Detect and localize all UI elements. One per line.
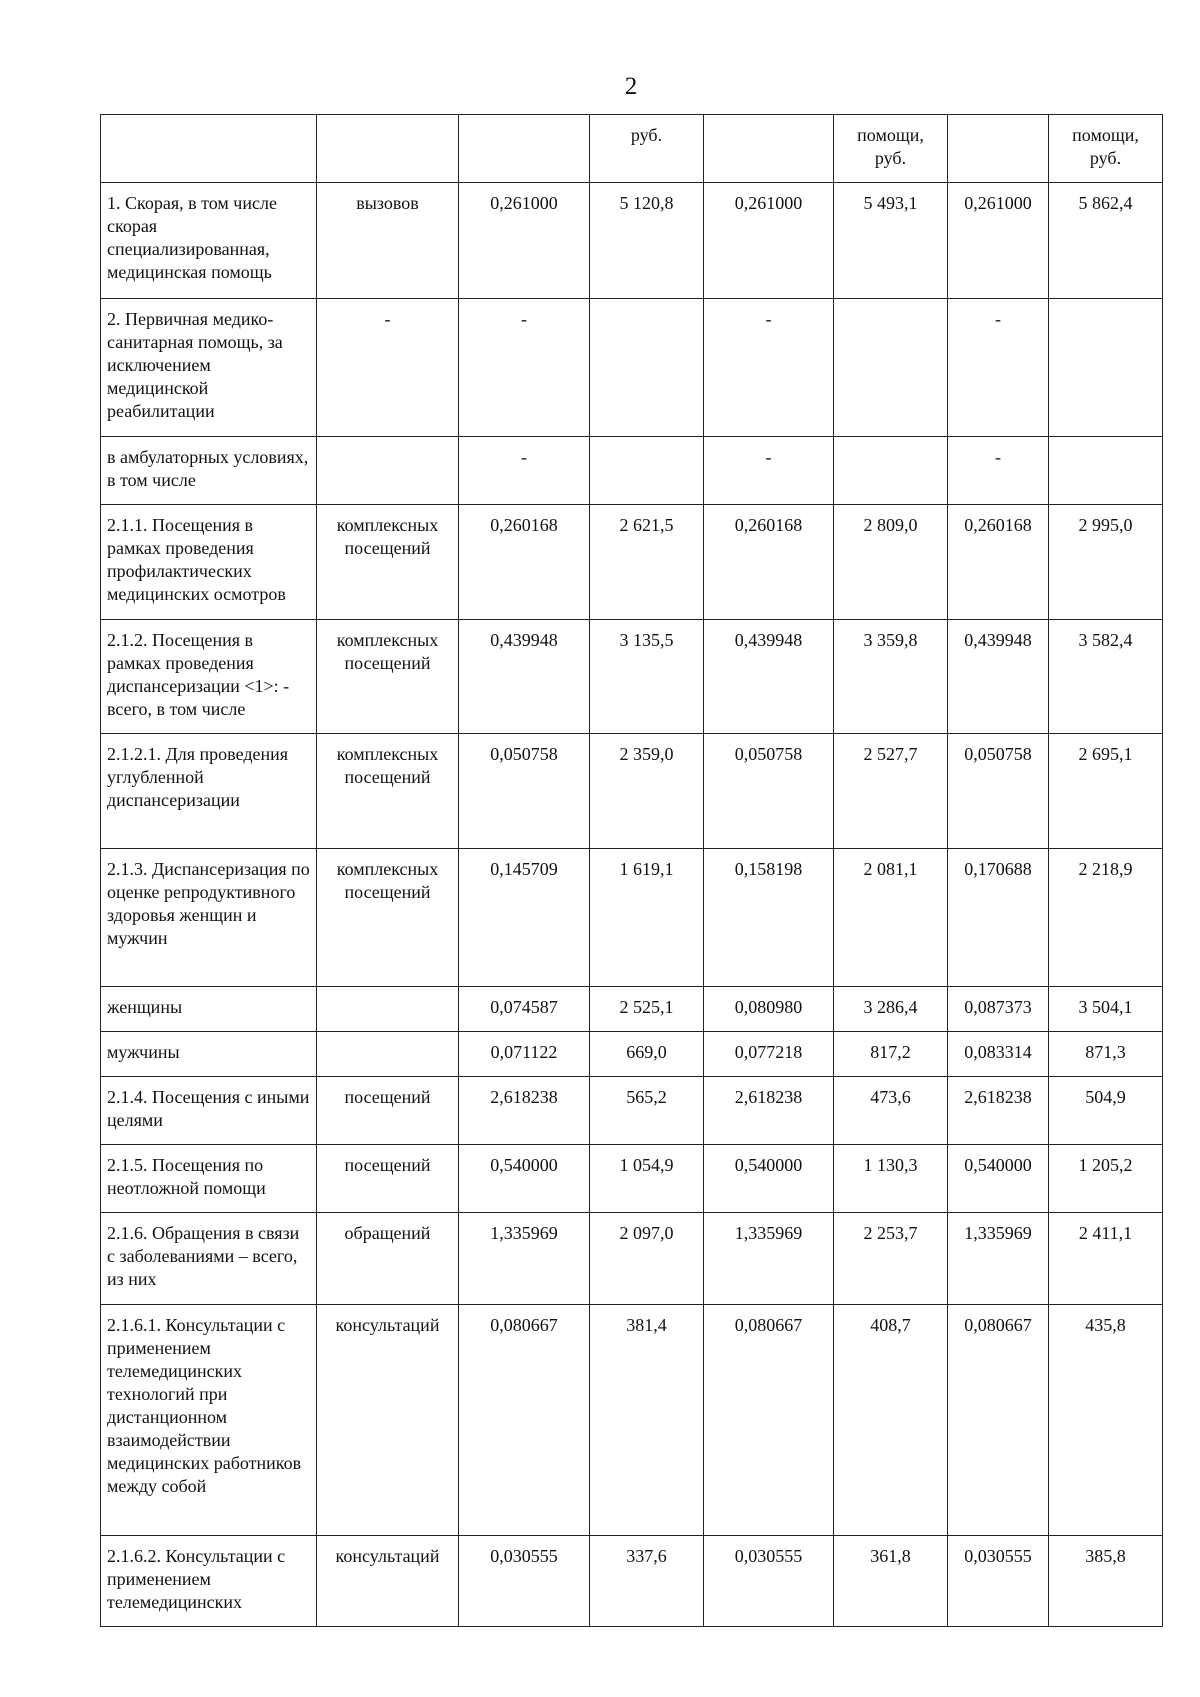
volume-cell: 0,540000 — [948, 1145, 1049, 1213]
cost-cell: 385,8 — [1049, 1536, 1163, 1627]
table-header-row — [101, 115, 1163, 183]
cost-cell: 3 582,4 — [1049, 620, 1163, 734]
table-row — [101, 183, 1163, 299]
volume-cell: 0,030555 — [704, 1536, 834, 1627]
volume-cell: 0,260168 — [948, 505, 1049, 620]
cost-cell: 1 619,1 — [590, 849, 704, 987]
cost-cell: 3 359,8 — [834, 620, 948, 734]
cost-cell: 435,8 — [1049, 1305, 1163, 1536]
unit-cell: консультаций — [317, 1536, 459, 1627]
cost-cell: 1 205,2 — [1049, 1145, 1163, 1213]
table-row — [101, 734, 1163, 849]
unit-cell — [317, 1032, 459, 1077]
volume-cell: 0,540000 — [704, 1145, 834, 1213]
cost-cell — [834, 299, 948, 437]
volume-cell: 2,618238 — [704, 1077, 834, 1145]
cost-cell: 2 809,0 — [834, 505, 948, 620]
unit-cell: посещений — [317, 1145, 459, 1213]
header-cell: помощи, руб. — [834, 115, 948, 183]
volume-cell: - — [948, 299, 1049, 437]
row-name-cell: 2.1.6. Обращения в связи с заболеваниями – всего, из них — [101, 1213, 317, 1305]
cost-cell: 2 359,0 — [590, 734, 704, 849]
cost-cell: 2 995,0 — [1049, 505, 1163, 620]
row-name-cell: 2.1.2. Посещения в рамках проведения диспансеризации <1>: - всего, в том числе — [101, 620, 317, 734]
cost-cell: 5 862,4 — [1049, 183, 1163, 299]
volume-cell: 0,071122 — [459, 1032, 590, 1077]
table-row — [101, 620, 1163, 734]
row-name-cell: 2.1.5. Посещения по неотложной помощи — [101, 1145, 317, 1213]
volume-cell: 2,618238 — [459, 1077, 590, 1145]
cost-cell: 1 054,9 — [590, 1145, 704, 1213]
header-cell — [317, 115, 459, 183]
table-row — [101, 1536, 1163, 1627]
table-row — [101, 1305, 1163, 1536]
unit-cell: комплексных посещений — [317, 849, 459, 987]
volume-cell: 0,080667 — [704, 1305, 834, 1536]
unit-cell — [317, 437, 459, 505]
row-name-cell: 2.1.6.1. Консультации с применением телемедицинских технологий при дистанционном взаимодействии медицинских работников между собой — [101, 1305, 317, 1536]
unit-cell: обращений — [317, 1213, 459, 1305]
volume-cell: - — [704, 299, 834, 437]
cost-cell: 504,9 — [1049, 1077, 1163, 1145]
cost-cell: 817,2 — [834, 1032, 948, 1077]
volume-cell: - — [948, 437, 1049, 505]
volume-cell: 0,260168 — [459, 505, 590, 620]
volume-cell: 0,261000 — [459, 183, 590, 299]
table-row — [101, 1077, 1163, 1145]
cost-cell: 2 621,5 — [590, 505, 704, 620]
volume-cell: 0,158198 — [704, 849, 834, 987]
volume-cell: 0,080667 — [948, 1305, 1049, 1536]
unit-cell: комплексных посещений — [317, 505, 459, 620]
volume-cell: 0,080980 — [704, 987, 834, 1032]
volume-cell: 1,335969 — [704, 1213, 834, 1305]
cost-cell: 3 504,1 — [1049, 987, 1163, 1032]
cost-cell: 2 218,9 — [1049, 849, 1163, 987]
volume-cell: 1,335969 — [948, 1213, 1049, 1305]
volume-cell: 0,439948 — [704, 620, 834, 734]
unit-cell: консультаций — [317, 1305, 459, 1536]
table-row — [101, 437, 1163, 505]
cost-cell — [590, 299, 704, 437]
volume-cell: 0,439948 — [459, 620, 590, 734]
header-cell — [459, 115, 590, 183]
cost-cell — [1049, 437, 1163, 505]
header-cell: помощи, руб. — [1049, 115, 1163, 183]
table-row — [101, 505, 1163, 620]
cost-cell: 2 695,1 — [1049, 734, 1163, 849]
volume-cell: - — [704, 437, 834, 505]
cost-cell: 1 130,3 — [834, 1145, 948, 1213]
cost-cell: 2 527,7 — [834, 734, 948, 849]
volume-cell: 0,050758 — [704, 734, 834, 849]
cost-cell — [590, 437, 704, 505]
unit-cell: - — [317, 299, 459, 437]
cost-cell: 408,7 — [834, 1305, 948, 1536]
volume-cell: 0,261000 — [704, 183, 834, 299]
cost-cell: 361,8 — [834, 1536, 948, 1627]
table-row — [101, 987, 1163, 1032]
cost-cell: 2 411,1 — [1049, 1213, 1163, 1305]
volume-cell: 0,170688 — [948, 849, 1049, 987]
unit-cell — [317, 987, 459, 1032]
volume-cell: 0,083314 — [948, 1032, 1049, 1077]
volume-cell: 2,618238 — [948, 1077, 1049, 1145]
row-name-cell: мужчины — [101, 1032, 317, 1077]
row-name-cell: в амбулаторных условиях, в том числе — [101, 437, 317, 505]
volume-cell: 0,080667 — [459, 1305, 590, 1536]
volume-cell: 0,030555 — [948, 1536, 1049, 1627]
cost-cell: 381,4 — [590, 1305, 704, 1536]
cost-cell — [1049, 299, 1163, 437]
volume-cell: 0,074587 — [459, 987, 590, 1032]
page-number: 2 — [624, 73, 638, 100]
volume-cell: 0,261000 — [948, 183, 1049, 299]
cost-cell: 2 253,7 — [834, 1213, 948, 1305]
header-cell — [704, 115, 834, 183]
table-row — [101, 1213, 1163, 1305]
volume-cell: 0,050758 — [459, 734, 590, 849]
table-row — [101, 299, 1163, 437]
row-name-cell: 2.1.2.1. Для проведения углубленной диспансеризации — [101, 734, 317, 849]
cost-cell: 337,6 — [590, 1536, 704, 1627]
cost-cell: 5 120,8 — [590, 183, 704, 299]
row-name-cell: 1. Скорая, в том числе скорая специализированная, медицинская помощь — [101, 183, 317, 299]
row-name-cell: 2.1.1. Посещения в рамках проведения профилактических медицинских осмотров — [101, 505, 317, 620]
unit-cell: комплексных посещений — [317, 620, 459, 734]
volume-cell: 0,050758 — [948, 734, 1049, 849]
cost-cell: 565,2 — [590, 1077, 704, 1145]
cost-cell: 473,6 — [834, 1077, 948, 1145]
row-name-cell: женщины — [101, 987, 317, 1032]
table-row — [101, 849, 1163, 987]
volume-cell: 0,145709 — [459, 849, 590, 987]
cost-cell: 2 081,1 — [834, 849, 948, 987]
volume-cell: 0,087373 — [948, 987, 1049, 1032]
volume-cell: 0,077218 — [704, 1032, 834, 1077]
row-name-cell: 2.1.6.2. Консультации с применением телемедицинских — [101, 1536, 317, 1627]
volume-cell: - — [459, 437, 590, 505]
volume-cell: 1,335969 — [459, 1213, 590, 1305]
cost-cell: 3 286,4 — [834, 987, 948, 1032]
row-name-cell: 2.1.4. Посещения с иными целями — [101, 1077, 317, 1145]
cost-cell: 5 493,1 — [834, 183, 948, 299]
header-cell: руб. — [590, 115, 704, 183]
volume-cell: 0,030555 — [459, 1536, 590, 1627]
header-cell — [101, 115, 317, 183]
cost-cell: 669,0 — [590, 1032, 704, 1077]
cost-cell: 2 097,0 — [590, 1213, 704, 1305]
header-cell — [948, 115, 1049, 183]
volume-cell: - — [459, 299, 590, 437]
tariff-table — [100, 114, 1163, 1627]
cost-cell: 3 135,5 — [590, 620, 704, 734]
volume-cell: 0,260168 — [704, 505, 834, 620]
volume-cell: 0,540000 — [459, 1145, 590, 1213]
volume-cell: 0,439948 — [948, 620, 1049, 734]
unit-cell: комплексных посещений — [317, 734, 459, 849]
cost-cell: 871,3 — [1049, 1032, 1163, 1077]
unit-cell: вызовов — [317, 183, 459, 299]
row-name-cell: 2.1.3. Диспансеризация по оценке репродуктивного здоровья женщин и мужчин — [101, 849, 317, 987]
unit-cell: посещений — [317, 1077, 459, 1145]
row-name-cell: 2. Первичная медико-санитарная помощь, за исключением медицинской реабилитации — [101, 299, 317, 437]
cost-cell — [834, 437, 948, 505]
cost-cell: 2 525,1 — [590, 987, 704, 1032]
table-row — [101, 1032, 1163, 1077]
table-row — [101, 1145, 1163, 1213]
